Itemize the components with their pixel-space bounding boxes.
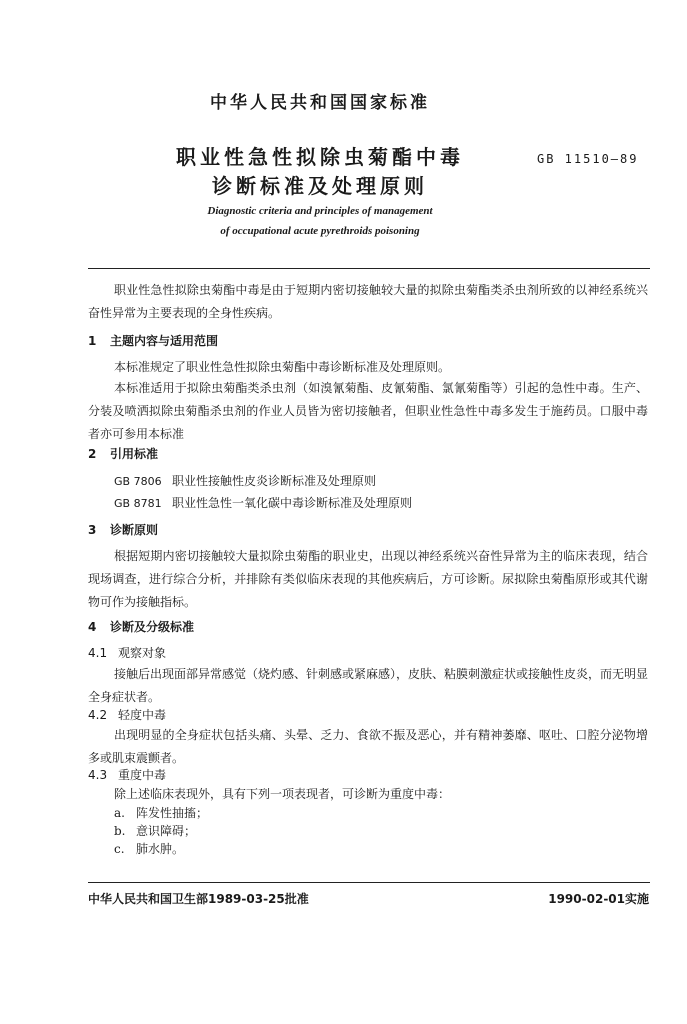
section-4-heading: [88, 618, 194, 635]
reference-code: GB 7806: [114, 475, 162, 488]
footer-divider: [88, 882, 650, 883]
section-number: 2: [88, 447, 97, 461]
english-title-line-1: Diagnostic criteria and principles of management: [207, 205, 433, 217]
intro-paragraph: 职业性急性拟除虫菊酯中毒是由于短期内密切接触较大量的拟除虫菊酯类杀虫剂所致的以神经系统兴奋性异常为主要表现的全身性疾病。: [88, 283, 648, 320]
standard-number: GB 11510—89: [537, 152, 639, 166]
section-title: 诊断原则: [110, 523, 159, 537]
list-item: [114, 840, 184, 857]
section-1-paragraph-1: 本标准规定了职业性急性拟除虫菊酯中毒诊断标准及处理原则。: [114, 360, 451, 374]
title-line-2: 诊断标准及处理原则: [212, 174, 428, 198]
subsection-title: 观察对象: [118, 646, 167, 660]
section-number: 1: [88, 334, 97, 348]
subsection-4-2-heading: [88, 706, 166, 723]
list-item-label: b.: [114, 824, 126, 838]
list-item-text: 阵发性抽搐；: [136, 806, 209, 820]
list-item-label: a.: [114, 806, 125, 820]
subsection-4-1-text: 接触后出现面部异常感觉（烧灼感、针刺感或紧麻感），皮肤、粘膜刺激症状或接触性皮炎，而无明显全身症状者。: [88, 667, 649, 704]
section-1-paragraph-2: 本标准适用于拟除虫菊酯类杀虫剂（如溴氰菊酯、皮氰菊酯、氯氰菊酯等）引起的急性中毒。生产、分装及喷洒拟除虫菊酯杀虫剂的作业人员皆为密切接触者，但职业性急性中毒多发生于施药员。口服中毒者亦可参用本标准: [88, 381, 648, 441]
subsection-4-3-heading: [88, 766, 166, 783]
section-2-heading: [88, 445, 158, 462]
subsection-title: 重度中毒: [118, 768, 167, 782]
implementation-date: 1990-02-01实施: [548, 892, 649, 906]
reference-code: GB 8781: [114, 497, 162, 510]
section-title: 诊断及分级标准: [110, 620, 195, 634]
subsection-number: 4.3: [88, 768, 108, 782]
subsection-4-1-heading: [88, 644, 166, 661]
national-standard-heading: 中华人民共和国国家标准: [210, 93, 430, 113]
subsection-title: 轻度中毒: [118, 708, 167, 722]
reference-item: [114, 494, 412, 511]
section-number: 4: [88, 620, 97, 634]
subsection-number: 4.1: [88, 646, 108, 660]
list-item: [114, 822, 196, 839]
reference-title: 职业性急性一氧化碳中毒诊断标准及处理原则: [172, 496, 413, 510]
section-number: 3: [88, 523, 97, 537]
subsection-4-3-text: 除上述临床表现外，具有下列一项表现者，可诊断为重度中毒：: [114, 787, 451, 801]
list-item-text: 意识障碍；: [136, 824, 197, 838]
section-title: 主题内容与适用范围: [110, 334, 219, 348]
section-3-heading: [88, 521, 158, 538]
section-3-paragraph: 根据短期内密切接触较大量拟除虫菊酯的职业史，出现以神经系统兴奋性异常为主的临床表现，结合现场调查，进行综合分析，并排除有类似临床表现的其他疾病后，方可诊断。尿拟除虫菊酯原形或其代谢物可作为接触指标。: [88, 549, 648, 609]
reference-title: 职业性接触性皮炎诊断标准及处理原则: [172, 474, 377, 488]
english-title-line-2: of occupational acute pyrethroids poisoning: [220, 225, 420, 237]
title-line-1: 职业性急性拟除虫菊酯中毒: [176, 145, 464, 169]
reference-item: [114, 472, 376, 489]
list-item-label: c.: [114, 842, 125, 856]
subsection-4-2-text: 出现明显的全身症状包括头痛、头晕、乏力、食欲不振及恶心，并有精神萎靡、呕吐、口腔分泌物增多或肌束震颤者。: [88, 728, 648, 765]
list-item-text: 肺水肿。: [136, 842, 185, 856]
subsection-number: 4.2: [88, 708, 108, 722]
list-item: [114, 804, 208, 821]
section-1-heading: [88, 332, 218, 349]
section-title: 引用标准: [110, 447, 159, 461]
approval-line: 中华人民共和国卫生部1989-03-25批准: [88, 892, 309, 906]
header-divider: [88, 268, 650, 269]
